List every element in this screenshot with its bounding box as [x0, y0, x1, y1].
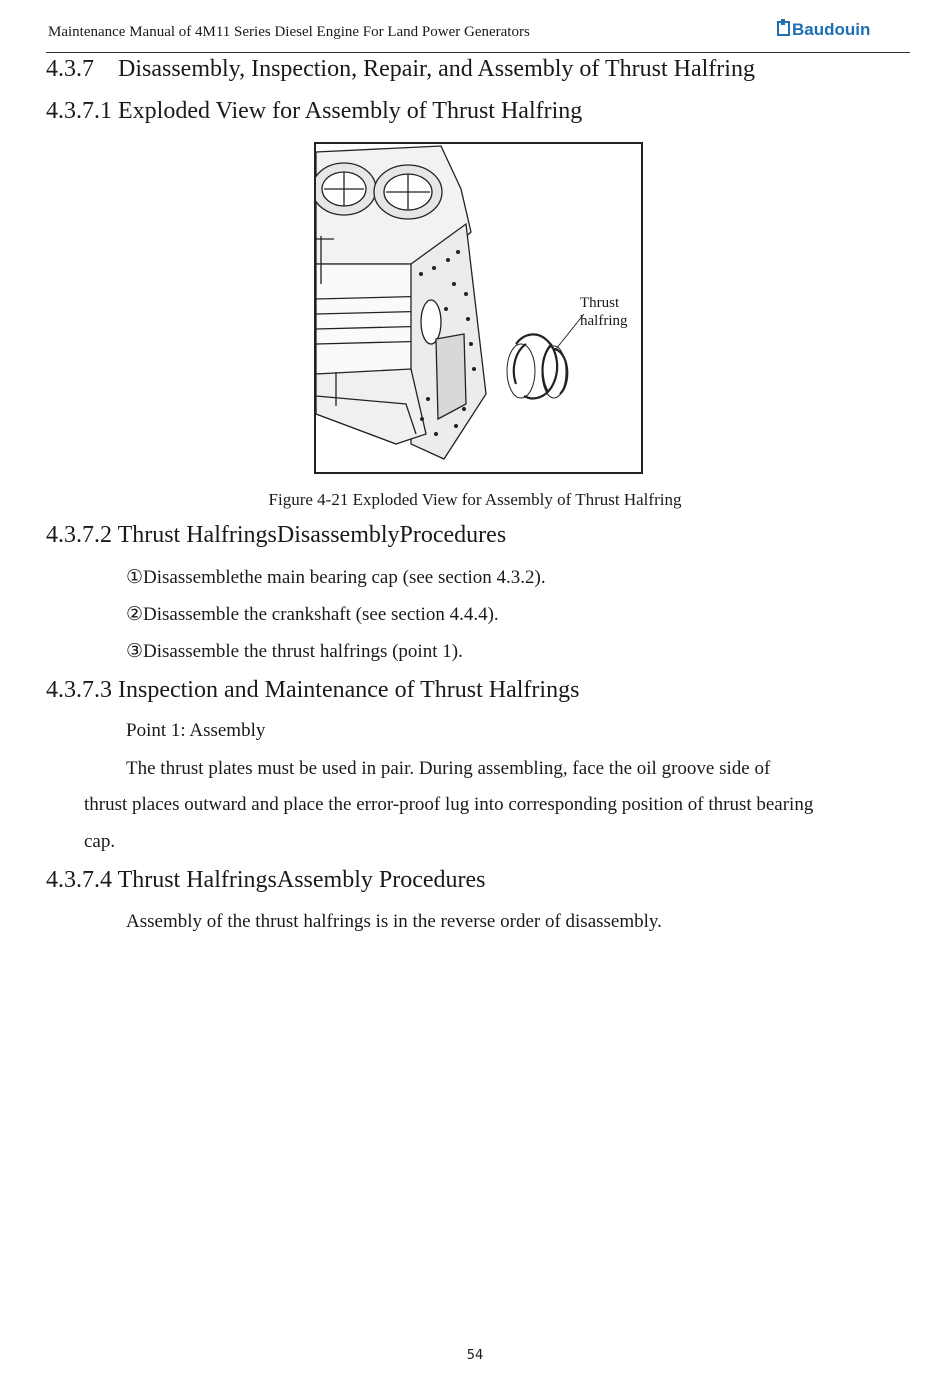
heading-4-3-7-3: 4.3.7.3 Inspection and Maintenance of Thrust Halfrings	[46, 677, 580, 703]
manual-title: Maintenance Manual of 4M11 Series Diesel Engine For Land Power Generators	[48, 24, 530, 40]
header-divider	[46, 52, 910, 53]
thrust-label-line1: Thrust	[580, 295, 620, 311]
step-1: ①Disassemblethe main bearing cap (see section 4.3.2).	[126, 567, 546, 588]
figure-caption: Figure 4-21 Exploded View for Assembly of Thrust Halfring	[268, 490, 682, 509]
inspection-line-1: The thrust plates must be used in pair. During assembling, face the oil groove side of	[126, 758, 771, 779]
step-2: ②Disassemble the crankshaft (see section 4.4.4).	[126, 604, 499, 625]
heading-4-3-7: 4.3.7 Disassembly, Inspection, Repair, and Assembly of Thrust Halfring	[46, 56, 755, 82]
svg-text:Baudouin: Baudouin	[792, 20, 871, 39]
inspection-line-2: thrust places outward and place the error-proof lug into corresponding position of thrust bearing	[84, 794, 814, 815]
heading-4-3-7-2: 4.3.7.2 Thrust HalfringsDisassemblyProcedures	[46, 522, 507, 548]
step-3: ③Disassemble the thrust halfrings (point 1).	[126, 641, 463, 662]
thrust-label-line2: halfring	[580, 313, 628, 329]
inspection-line-3: cap.	[84, 831, 116, 852]
heading-4-3-7-1: 4.3.7.1 Exploded View for Assembly of Thrust Halfring	[46, 98, 583, 124]
assembly-text: Assembly of the thrust halfrings is in the reverse order of disassembly.	[126, 911, 662, 932]
page-number: 54	[466, 1348, 484, 1363]
exploded-view-figure	[314, 142, 643, 474]
point-1-label: Point 1: Assembly	[126, 720, 266, 741]
heading-4-3-7-4: 4.3.7.4 Thrust HalfringsAssembly Procedures	[46, 867, 486, 893]
baudouin-logo	[776, 16, 876, 40]
